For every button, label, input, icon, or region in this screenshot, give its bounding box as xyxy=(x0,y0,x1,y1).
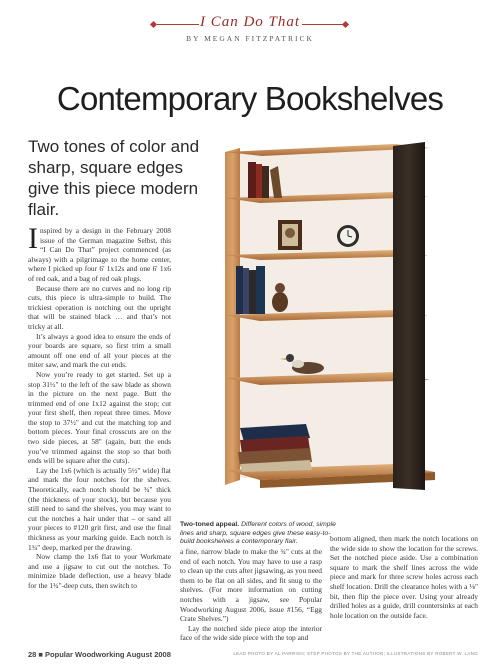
body-column-2 xyxy=(180,547,322,643)
article-dek: Two tones of color and sharp, square edges give this piece modern flair. xyxy=(28,137,200,219)
paragraph-text: nspired by a design in the February 2008 issue of the German magazine Selbst, this “I Can Do That” project commenced (as always) with a pilgrimage to the home center, where I picked up four 6' 1x12s and one 6' 1x6 of red oak, and a bag of red oak plugs. xyxy=(28,226,171,283)
page-footer xyxy=(28,650,478,662)
department-title: I Can Do That xyxy=(199,14,301,30)
paragraph: Because there are no curves and no long rip cuts, this piece is ultra-simple to build. The trickiest operation is notching out the upright that will be stained black … and that’s not tricky at all. xyxy=(28,283,171,331)
paragraph: It’s always a good idea to ensure the ends of your boards are square, so first trim a small amount off one end of all your pieces at the miter saw, and mark the cut ends. xyxy=(28,331,171,370)
caption-lead: Two-toned appeal. xyxy=(180,521,240,528)
byline: BY MEGAN FITZPATRICK xyxy=(186,34,314,43)
bookshelf-photo xyxy=(180,140,480,520)
photo-caption xyxy=(180,521,340,547)
paragraph: Lay the 1x6 (which is actually 5½" wide) flat and mark the four notches for the shelves. Theoretically, each notch should be ¾" thick (the thickness of your stock), but because you still need to sand the shelves, you may want to cut the notches a hair under that – or sand all your pieces to #120 grit first, and use the final thickness as your marking guide. Each notch is 1¾" deep, marked per the drawing. xyxy=(28,465,171,552)
caption-text: Different colors of wood, simple lines and sharp, square edges give these easy-to-build bookshelves a contemporary flair. xyxy=(180,521,336,546)
paragraph: Now you’re ready to get started. Set up a stop 31½" to the left of the saw blade as shown in the picture on the next page. Butt the trimmed end of one 1x12 against the stop; cut your first shelf, then repeat three times. Move the stop to 37½" and cut the matching top and bottom pieces. Your final crosscuts are on the two side pieces, at 58" (again, butt the ends you’ve trimmed against the stop so that both ends will be square after the cuts). xyxy=(28,369,171,466)
paragraph: a fine, narrow blade to make the ¾" cuts at the end of each notch. You may have to use a rasp to clean up the cuts after jigsawing, as you need them to be flat on all sides, and fit snug to the shelves. (For more information on cutting notches with a jigsaw, see Popular Woodworking August 2006, issue #156, “Egg Crate Shelves.”) xyxy=(180,547,322,624)
department-header xyxy=(0,14,500,48)
paragraph: Lay the notched side piece atop the interior face of the wide side piece with the top and xyxy=(180,623,322,643)
paragraph: Now clamp the 1x6 flat to your Workmate and use a jigsaw to cut out the notches. To minimize blade deflection, use a heavy blade for the 1¾"-deep cuts, then switch to xyxy=(28,552,171,590)
paragraph xyxy=(28,222,171,284)
article-title: Contemporary Bookshelves xyxy=(56,80,444,117)
paragraph: bottom aligned, then mark the notch locations on the wide side to show the location for the screws. Set the notched piece aside. Use a combination square to mark the shelf lines across the wide piece and mark for three screw holes across each shelf location. Drill the clearance holes with a ⅛" bit, then flip the piece over. Using your already drilled holes as a guide, drill countersinks at each hole location on the outside face. xyxy=(330,534,478,620)
drop-cap: I xyxy=(28,222,38,255)
photo-credit: LEAD PHOTO BY AL PARRISH; STEP PHOTOS BY THE AUTHOR; ILLUSTRATIONS BY ROBERT W. LANG xyxy=(233,651,478,656)
body-column-3 xyxy=(330,534,478,620)
body-column-1 xyxy=(28,222,171,591)
page-number: 28 ■ Popular Woodworking August 2008 xyxy=(28,650,171,659)
